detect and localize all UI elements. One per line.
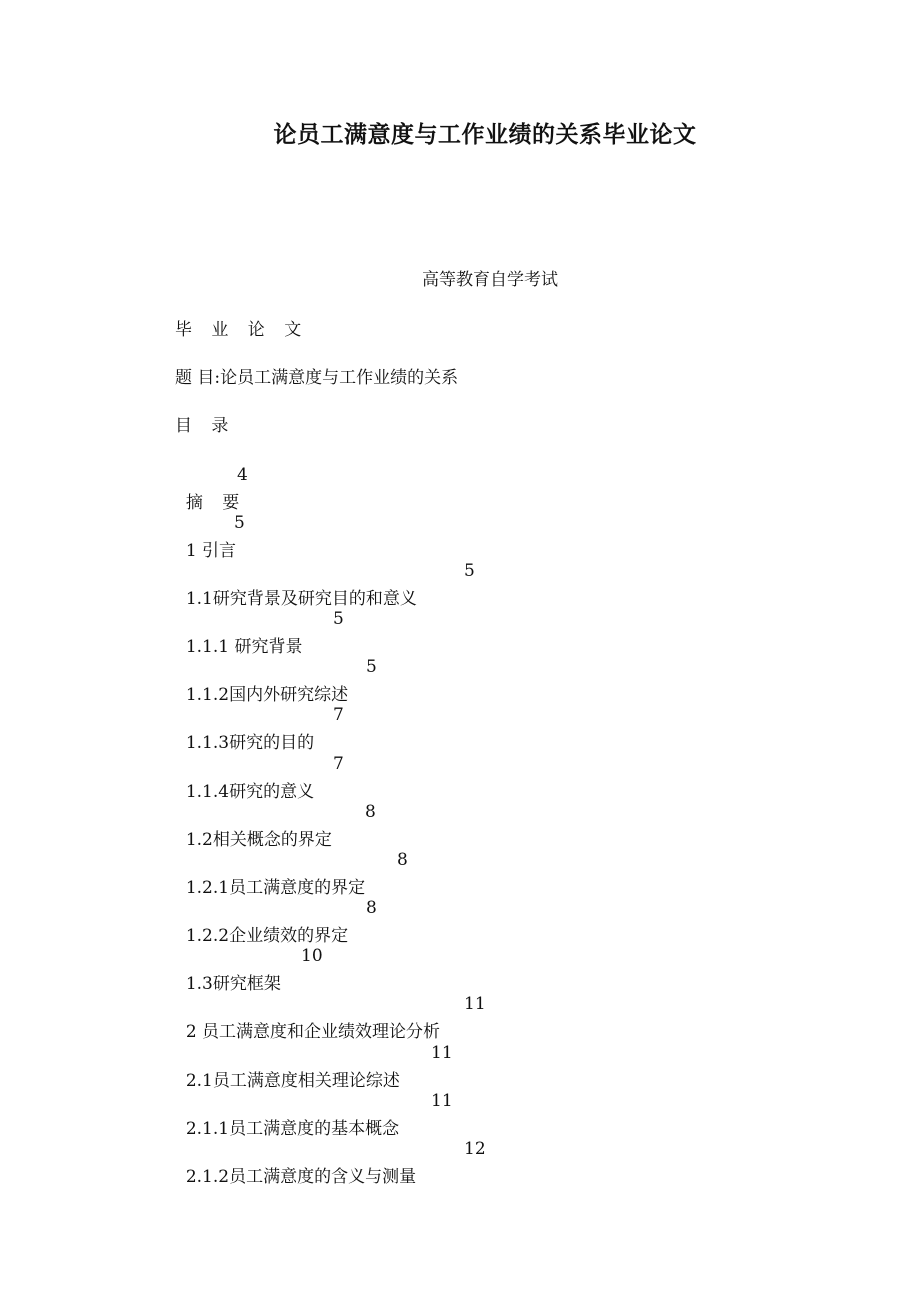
toc-entry-label: 1.3研究框架	[185, 974, 281, 994]
exam-heading: 高等教育自学考试	[422, 270, 558, 290]
toc-entry-2[interactable]	[175, 990, 486, 1046]
document-title: 论员工满意度与工作业绩的关系毕业论文	[273, 122, 697, 148]
toc-entry-1-1-3[interactable]	[175, 701, 344, 757]
subject-line: 题 目:论员工满意度与工作业绩的关系	[175, 368, 459, 388]
toc-entry-label: 1.1.4研究的意义	[185, 782, 315, 802]
toc-entry-page: 8	[397, 850, 408, 870]
toc-entry-label: 1.2.1员工满意度的界定	[185, 878, 366, 898]
toc-entry-label: 1.1研究背景及研究目的和意义	[185, 589, 417, 609]
toc-entry-label: 2.1.1员工满意度的基本概念	[185, 1119, 400, 1139]
toc-entry-label: 1.2相关概念的界定	[185, 830, 332, 850]
toc-entry-page: 7	[333, 754, 344, 774]
toc-entry-label: 1.1.1 研究背景	[185, 637, 303, 657]
toc-entry-page: 5	[464, 561, 475, 581]
toc-entry-page: 11	[431, 1043, 453, 1063]
toc-entry-label: 1.1.2国内外研究综述	[185, 685, 349, 705]
toc-entry-page: 4	[237, 465, 248, 485]
toc-entry-2-1-2[interactable]	[175, 1135, 486, 1191]
toc-entry-page: 5	[366, 657, 377, 677]
toc-entry-label: 1.1.3研究的目的	[185, 733, 315, 753]
toc-entry-page: 10	[301, 946, 323, 966]
toc-entry-page: 11	[431, 1091, 453, 1111]
toc-entry-label: 2.1员工满意度相关理论综述	[185, 1071, 400, 1091]
toc-entry-label: 摘 要	[185, 493, 247, 513]
toc-entry-page: 5	[234, 513, 245, 533]
toc-entry-label: 1.2.2企业绩效的界定	[185, 926, 349, 946]
toc-entry-page: 12	[464, 1139, 486, 1159]
toc-entry-page: 11	[464, 994, 486, 1014]
toc-entry-page: 8	[366, 898, 377, 918]
toc-entry-label: 2 员工满意度和企业绩效理论分析	[185, 1022, 441, 1042]
toc-heading: 目 录	[175, 416, 236, 436]
toc-entry-page: 7	[333, 705, 344, 725]
toc-entry-label: 2.1.2员工满意度的含义与测量	[185, 1167, 417, 1187]
toc-entry-page: 5	[333, 609, 344, 629]
toc-entry-page: 8	[365, 802, 376, 822]
toc-entry-label: 1 引言	[185, 541, 237, 561]
thesis-label: 毕 业 论 文	[175, 320, 309, 340]
